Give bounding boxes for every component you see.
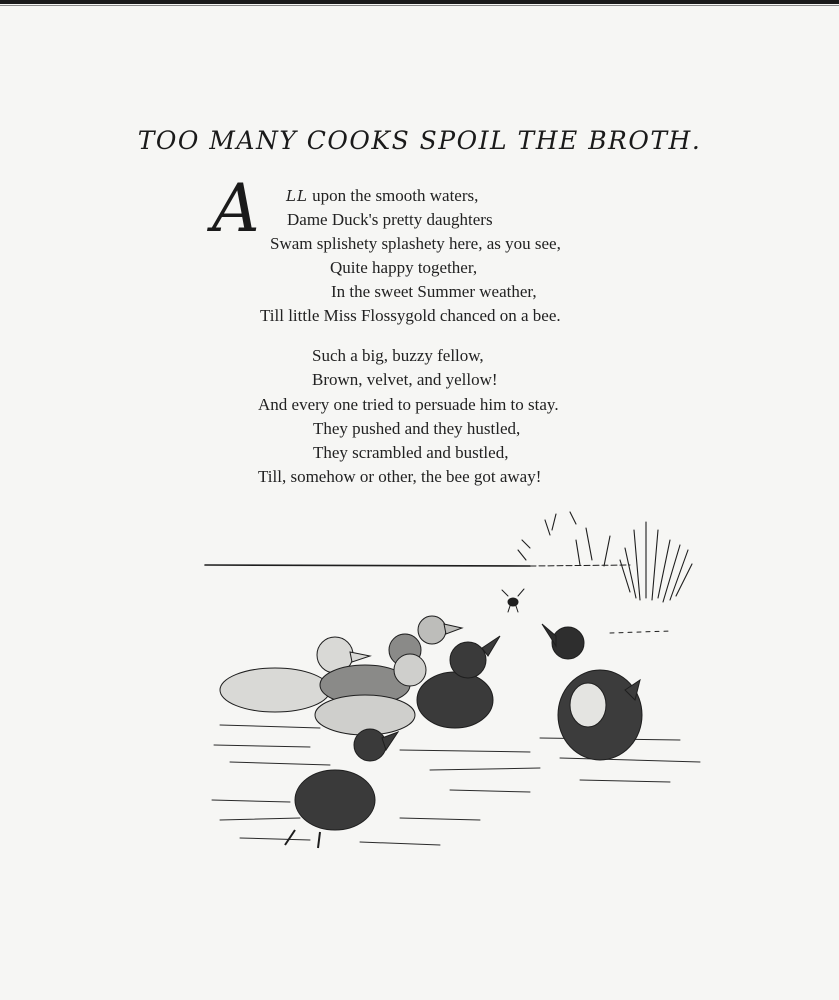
stanza-2-line-6: Till, somehow or other, the bee got away! — [258, 467, 542, 486]
stanza-2-line-2: Brown, velvet, and yellow! — [312, 370, 498, 389]
stanza-1-line-1 — [286, 186, 478, 206]
stanza-2-line-3: And every one tried to persuade him to stay. — [258, 395, 559, 414]
page-title: TOO MANY COOKS SPOIL THE BROTH. — [137, 126, 702, 155]
stanza-1-line-3: Swam splishety splashety here, as you see, — [270, 234, 561, 253]
stanza-2-line-5: They scrambled and bustled, — [313, 443, 509, 462]
stanza-2-line-1: Such a big, buzzy fellow, — [312, 346, 484, 365]
stanza-1-line-5: In the sweet Summer weather, — [331, 282, 537, 301]
stanza-2-line-4: They pushed and they hustled, — [313, 419, 521, 438]
stanza-1-line-2: Dame Duck's pretty daughters — [287, 210, 493, 229]
line-1-text: upon the smooth waters, — [307, 186, 479, 205]
ducklings-and-bee-illustration-icon — [200, 500, 720, 890]
top-border-thin — [0, 5, 839, 6]
drop-cap: A — [212, 170, 260, 247]
stanza-1-line-4: Quite happy together, — [330, 258, 478, 277]
top-border — [0, 0, 839, 4]
bee-icon — [502, 589, 524, 612]
stanza-1-line-6: Till little Miss Flossygold chanced on a bee. — [260, 306, 561, 325]
line-1-smallcaps: LL — [286, 187, 308, 205]
